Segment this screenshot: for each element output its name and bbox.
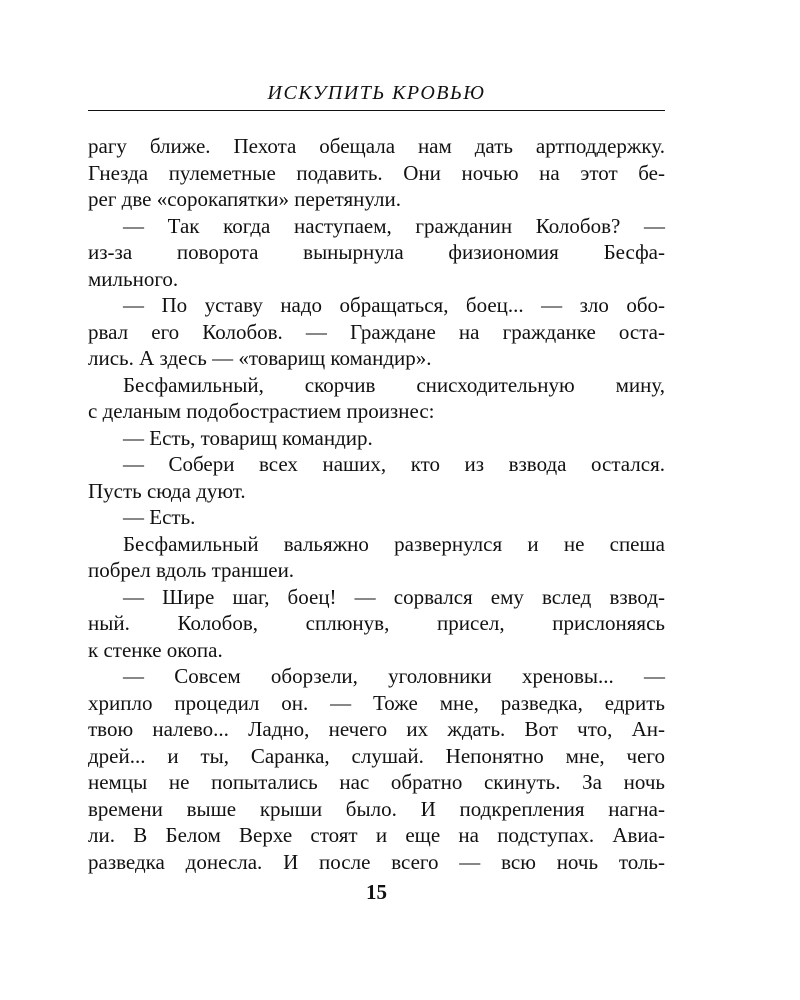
text-line: твою налево... Ладно, нечего их ждать. Вот что, Ан-: [88, 717, 665, 741]
text-line: немцы не попытались нас обратно скинуть. За ночь: [88, 770, 665, 794]
text-line: ли. В Белом Верхе стоят и еще на подступах. Авиа-: [88, 823, 665, 847]
text-line: — Собери всех наших, кто из взвода остался.: [123, 452, 665, 476]
body-text: [88, 133, 665, 875]
text-line: — Шире шаг, боец! — сорвался ему вслед взвод-: [123, 584, 665, 609]
text-line: Бесфамильный, скорчив снисходительную мину,: [123, 372, 665, 397]
text-line: хрипло процедил он. — Тоже мне, разведка, едрить: [88, 690, 665, 715]
text-line: времени выше крыши было. И подкрепления нагна-: [88, 796, 665, 821]
text-line: Бесфамильный вальяжно развернулся и не спеша: [123, 531, 665, 556]
text-line: рагу ближе. Пехота обещала нам дать артподдержку.: [88, 134, 665, 158]
text-line: Пусть сюда дуют.: [88, 478, 246, 503]
text-line: мильного.: [88, 266, 179, 291]
text-line: побрел вдоль траншеи.: [88, 558, 295, 582]
text-line: с деланым подобострастием произнес:: [88, 399, 435, 423]
text-line: разведка донесла. И после всего — всю ночь толь-: [88, 849, 665, 874]
page-number: 15: [366, 880, 387, 904]
text-line: рег две «сорокапятки» перетянули.: [88, 187, 401, 211]
text-line: дрей... и ты, Саранка, слушай. Непонятно мне, чего: [88, 743, 665, 768]
text-line: — По уставу надо обращаться, боец... — зло обо-: [123, 293, 665, 317]
text-line: рвал его Колобов. — Граждане на гражданке оста-: [88, 319, 665, 344]
text-line: ный. Колобов, сплюнув, присел, прислоняясь: [88, 611, 665, 635]
text-line: — Так когда наступаем, гражданин Колобов? —: [123, 213, 665, 238]
text-line: — Есть.: [123, 505, 196, 529]
text-line: из-за поворота вынырнула физиономия Бесфа-: [88, 240, 665, 264]
text-line: к стенке окопа.: [88, 637, 223, 662]
text-line: — Есть, товарищ командир.: [123, 425, 373, 450]
text-line: лись. А здесь — «товарищ командир».: [88, 346, 432, 370]
text-line: Гнезда пулеметные подавить. Они ночью на этот бе-: [88, 160, 665, 185]
running-title: ИСКУПИТЬ КРОВЬЮ: [267, 82, 486, 104]
text-line: — Совсем оборзели, уголовники хреновы... —: [123, 664, 665, 688]
header-rule: [88, 110, 665, 111]
